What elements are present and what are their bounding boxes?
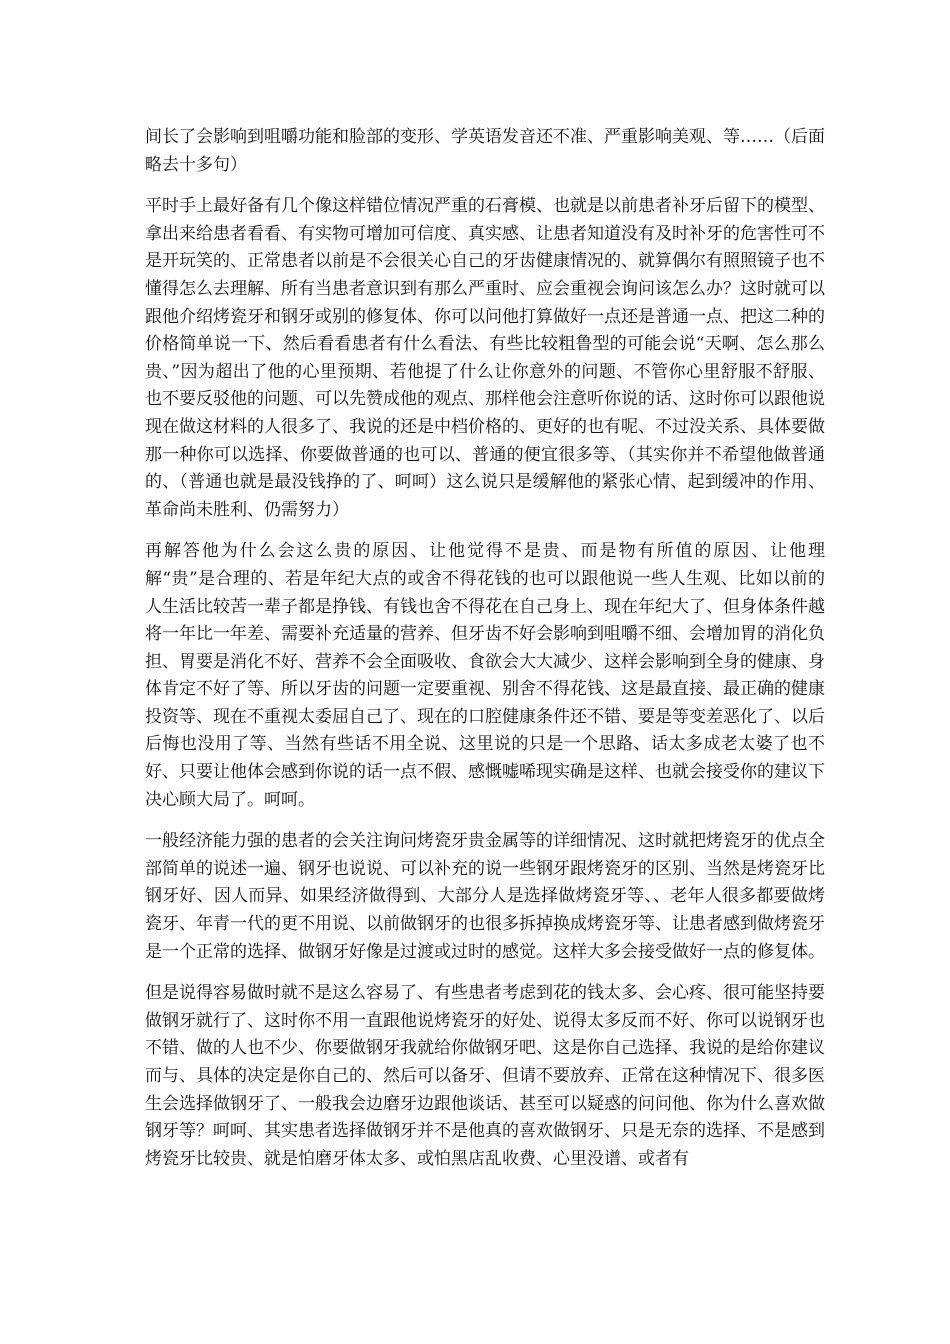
- paragraph-4: 一般经济能力强的患者的会关注询问烤瓷牙贵金属等的详细情况、这时就把烤瓷牙的优点全部简单的说述一遍、钢牙也说说、可以补充的说一些钢牙跟烤瓷牙的区别、当然是烤瓷牙比钢牙好、因人而异、如果经济做得到、大部分人是选择做烤瓷牙等、、老年人很多都要做烤瓷牙、年青一代的更不用说、以前做钢牙的也很多拆掉换成烤瓷牙等、让患者感到做烤瓷牙是一个正常的选择、做钢牙好像是过渡或过时的感觉。这样大多会接受做好一点的修复体。: [145, 831, 825, 962]
- paragraph-2: 平时手上最好备有几个像这样错位情况严重的石膏模、也就是以前患者补牙后留下的模型、拿出来给患者看看、有实物可增加可信度、真实感、让患者知道没有及时补牙的危害性可不是开玩笑的、正常患者以前是不会很关心自己的牙齿健康情况的、就算偶尔有照照镜子也不懂得怎么去理解、所有当患者意识到有那么严重时、应会重视会询问该怎么办？这时就可以跟他介绍烤瓷牙和钢牙或别的修复体、你可以问他打算做好一点还是普通一点、把这二种的价格简单说一下、然后看看患者有什么看法、有些比较粗鲁型的可能会说“天啊、怎么那么贵、”因为超出了他的心里预期、若他提了什么让你意外的问题、不管你心里舒服不舒服、也不要反驳他的问题、可以先赞成他的观点、那样他会注意听你说的话、这时你可以跟他说现在做这材料的人很多了、我说的还是中档价格的、更好的也有呢、不过没关系、具体要做那一种你可以选择、你要做普通的也可以、普通的便宜很多等、（其实你并不希望他做普通的、（普通也就是最没钱挣的了、呵呵）这么说只是缓解他的紧张心情、起到缓冲的作用、革命尚未胜利、仍需努力）: [145, 196, 825, 520]
- paragraph-5: 但是说得容易做时就不是这么容易了、有些患者考虑到花的钱太多、会心疼、很可能坚持要做钢牙就行了、这时你不用一直跟他说烤瓷牙的好处、说得太多反而不好、你可以说钢牙也不错、做的人也不少、你要做钢牙我就给你做钢牙吧、这是你自己选择、我说的是给你建议而与、具体的决定是你自己的、然后可以备牙、但请不要放弃、正常在这种情况下、很多医生会选择做钢牙了、一般我会边磨牙边跟他谈话、甚至可以疑惑的问问他、你为什么喜欢做钢牙等？呵呵、其实患者选择做钢牙并不是他真的喜欢做钢牙、只是无奈的选择、不是感到烤瓷牙比较贵、就是怕磨牙体太多、或怕黑店乱收费、心里没谱、或者有: [145, 983, 825, 1169]
- paragraph-3: 再解答他为什么会这么贵的原因、让他觉得不是贵、而是物有所值的原因、让他理解“贵”是合理的、若是年纪大点的或舍不得花钱的也可以跟他说一些人生观、比如以前的人生活比较苦一辈子都是挣钱、有钱也舍不得花在自己身上、现在年纪大了、但身体条件越将一年比一年差、需要补充适量的营养、但牙齿不好会影响到咀嚼不细、会增加胃的消化负担、胃要是消化不好、营养不会全面吸收、食欲会大大减少、这样会影响到全身的健康、身体肯定不好了等、所以牙齿的问题一定要重视、别舍不得花钱、这是最直接、最正确的健康投资等、现在不重视太委屈自己了、现在的口腔健康条件还不错、要是等变差恶化了、以后后悔也没用了等、当然有些话不用全说、这里说的只是一个思路、话太多成老太婆了也不好、只要让他体会感到你说的话一点不假、感慨嘘唏现实确是这样、也就会接受你的建议下决心顾大局了。呵呵。: [145, 541, 825, 810]
- paragraph-1: 间长了会影响到咀嚼功能和脸部的变形、学英语发音还不准、严重影响美观、等……（后面略去十多句）: [145, 127, 825, 175]
- document-page: [145, 124, 825, 1187]
